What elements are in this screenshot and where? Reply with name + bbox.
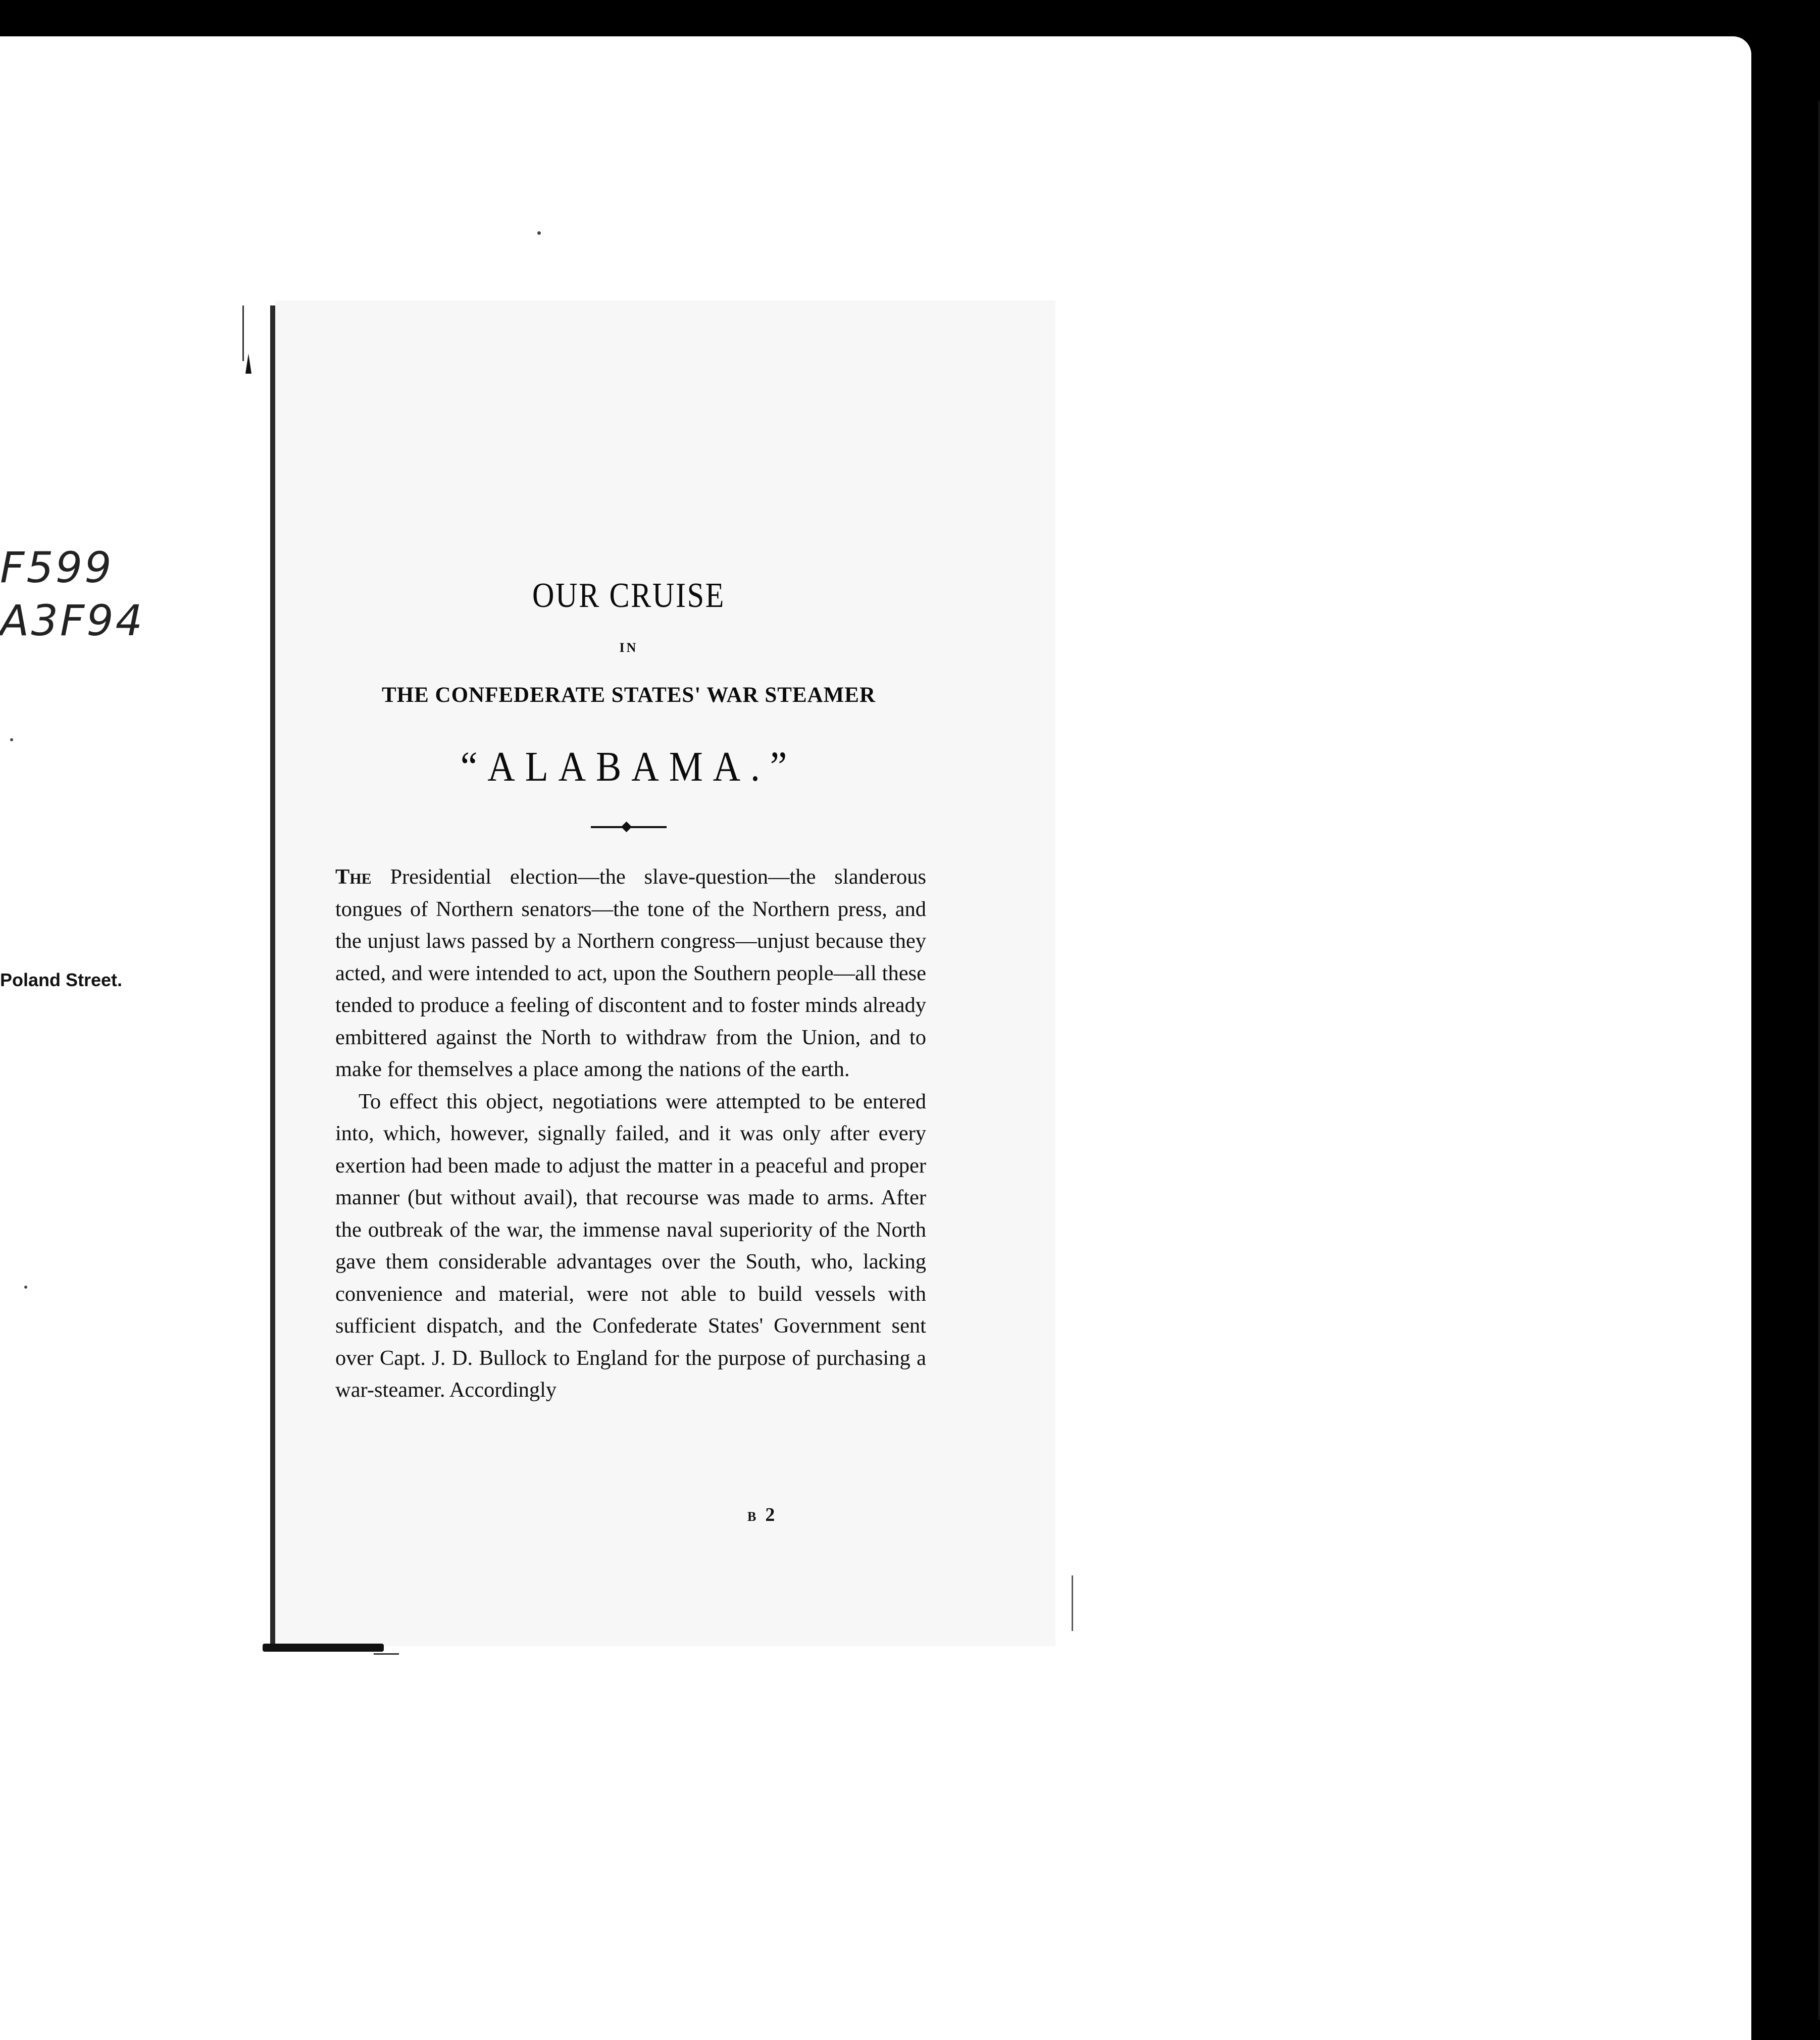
call-number-line2: A3F94: [0, 596, 145, 645]
paragraph-1-text: Presidential election—the slave-question—the slanderous tongues of Northern senators—the tone of the Northern press, and the unjust laws passed by a Northern congress—unjust because they acted, and were intended to act, upon the Southern people—all these tended to produce a feeling of discontent and to foster minds already embittered against the North to withdraw from the Union, and to make for themselves a place among the nations of the earth.: [335, 865, 926, 1081]
title-ship-name: “ALABAMA.”: [460, 743, 797, 790]
previous-page-imprint: Poland Street.: [0, 970, 123, 990]
lead-word: The: [335, 865, 372, 889]
title-connector: IN: [619, 640, 638, 655]
call-number-line1: F599: [0, 543, 114, 592]
gutter-foot-bar: [263, 1644, 384, 1652]
gutter-mark-line: [242, 305, 244, 361]
scan-speck: [10, 738, 13, 741]
gutter-arrow-mark: [245, 353, 251, 374]
gutter-foot-line: [374, 1653, 399, 1655]
scan-edge: [1818, 101, 1820, 2020]
ornament-divider: [591, 822, 667, 832]
title-subtitle: THE CONFEDERATE STATES' WAR STEAMER: [381, 683, 876, 707]
scan-speck: [537, 231, 541, 235]
binding-gutter: [270, 305, 275, 1644]
paragraph-1: [335, 861, 926, 1086]
body-text: [335, 861, 926, 1406]
paragraph-2: To effect this object, negotiations were attempted to be entered into, which, however, signally failed, and it was only after every exertion had been made to adjust the matter in a peaceful and proper manner (but without avail), that recourse was made to arms. After the outbreak of the war, the immense naval superiority of the North gave them considerable advantages over the South, who, lacking convenience and material, were not able to build vessels with sufficient dispatch, and the Confederate States' Government sent over Capt. J. D. Bullock to England for the purpose of purchasing a war-steamer. Accordingly: [335, 1089, 926, 1402]
scan-speck: [24, 1286, 27, 1289]
signature-mark: [747, 1504, 775, 1526]
signature-letter: B: [747, 1509, 756, 1524]
title-main: OUR CRUISE: [532, 576, 726, 615]
signature-number: 2: [765, 1504, 775, 1525]
right-edge-tick: [1072, 1575, 1073, 1631]
